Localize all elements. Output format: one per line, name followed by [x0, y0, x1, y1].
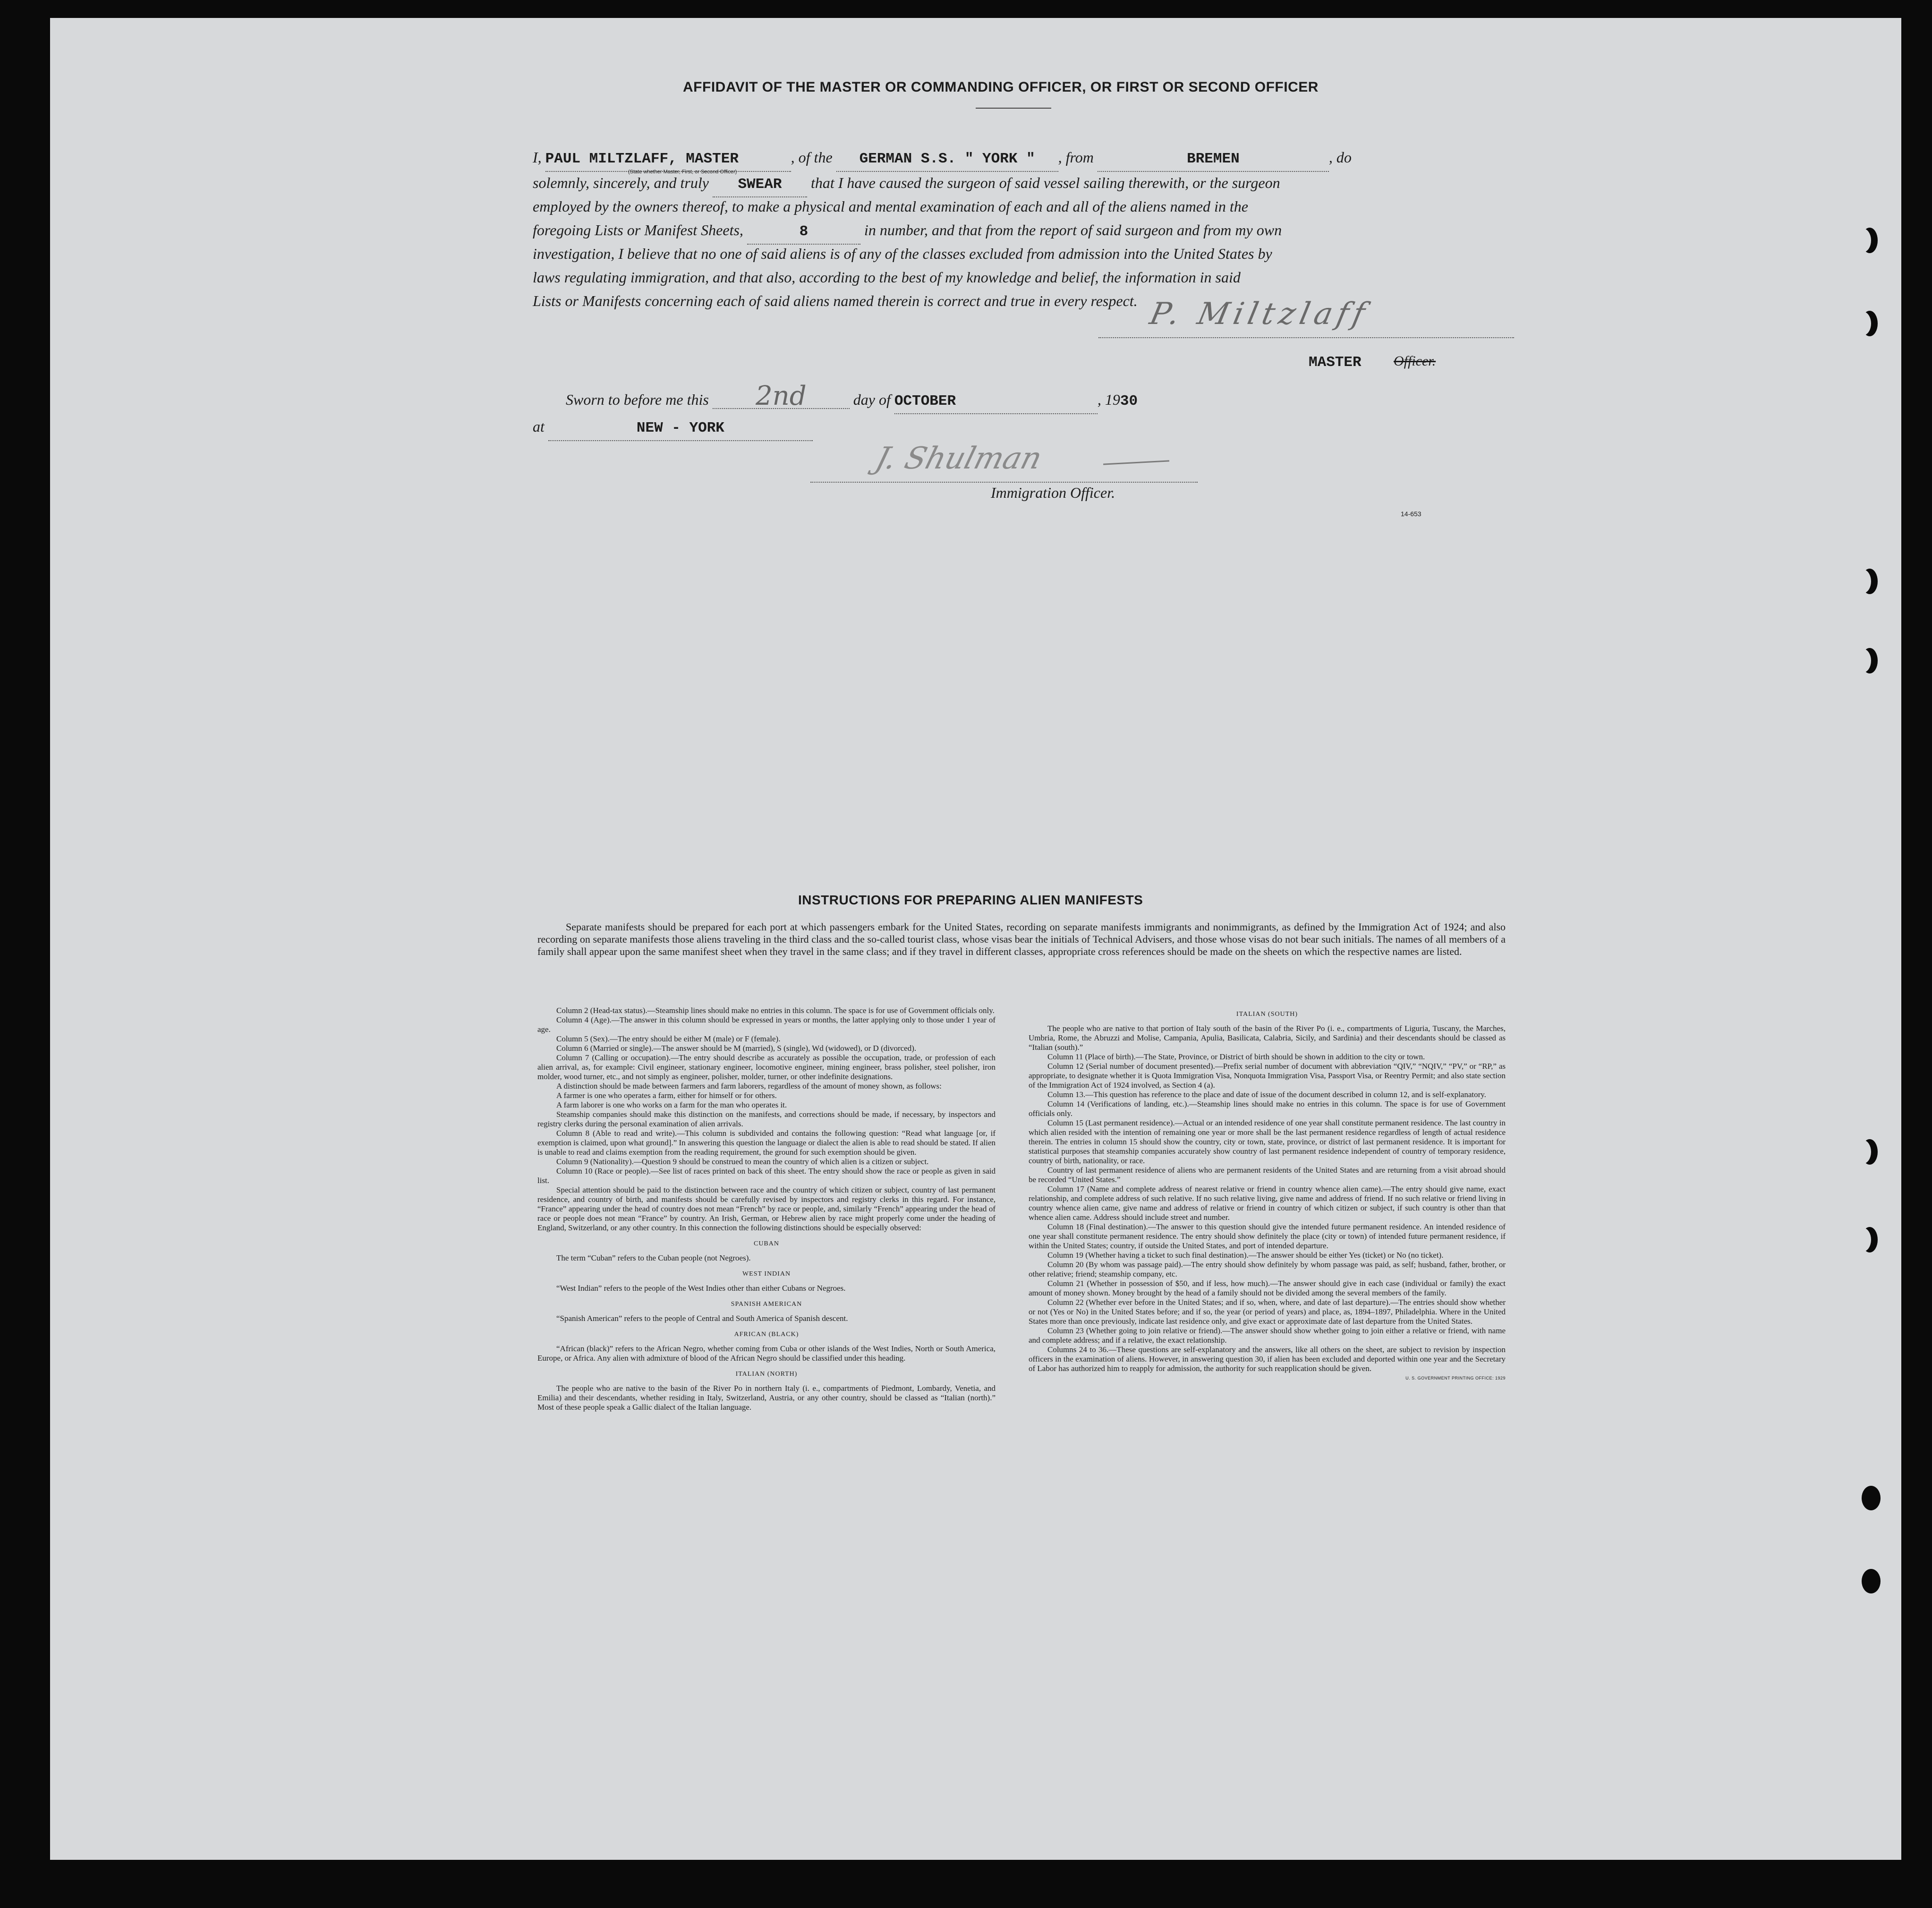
master-signature: P. Miltzlaff — [1147, 297, 1373, 332]
italian-north-heading: ITALIAN (NORTH) — [735, 1371, 798, 1378]
officer-signature: J. Shulman — [872, 441, 1046, 476]
sworn-month: OCTOBER — [894, 390, 1098, 414]
line2-a: solemnly, sincerely, and truly — [533, 174, 709, 191]
west-indian-heading: WEST INDIAN — [742, 1270, 791, 1278]
west-indian-text: “West Indian” refers to the people of the West Indies other than either Cubans or Negroes. — [556, 1284, 846, 1293]
title-rule — [976, 108, 1051, 109]
italian-south-heading: ITALIAN (SOUTH) — [1236, 1011, 1298, 1018]
african-heading: AFRICAN (BLACK) — [734, 1331, 799, 1338]
year-prefix: , 19 — [1097, 391, 1120, 408]
binder-hole-icon — [1862, 1139, 1878, 1165]
line4-a: foregoing Lists or Manifest Sheets, — [533, 221, 743, 238]
binder-hole-icon — [1862, 569, 1878, 594]
spanish-american-heading: SPANISH AMERICAN — [731, 1301, 802, 1308]
sheet-count: 8 — [747, 220, 860, 245]
left-para: Special attention should be paid to the distinction between race and the country of which citizen or subject, country of last permanent residence, and country of birth, and manifests should be carefully revised by inspectors and registry clerks in this regard. For instance, “France” appearing under the head of country does not mean “French” by race or people, and, similarly “French” appearing under the head of race or people does not mean “France” by country. An Irish, German, or Hebrew alien by race might properly come under the heading of England, Switzerland, or any other country. In this connection the following distinctions should be especially observed: — [537, 1185, 996, 1232]
master-name: PAUL MILTZLAFF, MASTER — [545, 147, 791, 172]
right-column — [1029, 1010, 1506, 1383]
officer-label: Immigration Officer. — [991, 484, 1115, 501]
signature-line — [1098, 337, 1514, 338]
affidavit-line-7: Lists or Manifests concerning each of said aliens named therein is correct and true in every respect. — [533, 292, 1138, 309]
left-para: Column 5 (Sex).—The entry should be either M (male) or F (female). — [556, 1034, 781, 1043]
from-label: , from — [1058, 149, 1094, 166]
cuban-text: The term “Cuban” refers to the Cuban people (not Negroes). — [556, 1253, 751, 1262]
left-para: A farm laborer is one who works on a farm for the man who operates it. — [556, 1100, 787, 1109]
left-para: Column 9 (Nationality).—Question 9 should be construed to mean the country of which alien is a citizen or subject. — [556, 1157, 929, 1166]
cuban-heading: CUBAN — [753, 1240, 779, 1247]
oath-word: SWEAR — [713, 173, 807, 197]
right-para: Column 17 (Name and complete address of nearest relative or friend in country whence alien came).—The entry should give name, exact relationship, and complete address of such relative. If no such relative living, give name and address of friend. If no such relative or friend living in country whence alien came, give name and address of relative or friend in country of which citizen or subject, if such country is other than that whence alien came. Address should include street and number. — [1029, 1184, 1506, 1222]
rank-note: (State whether Master, First, or Second Officer) — [628, 169, 737, 175]
italian-north-text: The people who are native to the basin of the River Po in northern Italy (i. e., compartments of Piedmont, Lombardy, Venetia, and Emilia) and their descendants, whether residing in Italy, Switzerland, Austria, or any other country, should be classed as “Italian (north).” Most of these people speak a Gallic dialect of the Italian language. — [537, 1384, 996, 1412]
line2-b: that I have caused the surgeon of said vessel sailing therewith, or the surgeon — [810, 174, 1280, 191]
intro-i: I, — [533, 149, 542, 166]
binder-hole-icon — [1862, 1227, 1878, 1252]
at-label: at — [533, 418, 545, 435]
binder-hole-icon — [1862, 228, 1878, 253]
spanish-american-text: “Spanish American” refers to the people of Central and South America of Spanish descent. — [556, 1314, 848, 1323]
vessel-name: GERMAN S.S. " YORK " — [836, 147, 1058, 172]
right-para: Column 13.—This question has reference to the place and date of issue of the document described in column 12, and is self-explanatory. — [1047, 1090, 1486, 1099]
right-para: Column 11 (Place of birth).—The State, Province, or District of birth should be shown in addition to the city or town. — [1047, 1052, 1425, 1061]
right-para: Column 22 (Whether ever before in the United States; and if so, when, where, and date of last departure).—The entries should show whether or not (Yes or No) in the United States before; and if so, the year (or period of years) and place, as, 1894–1897, Philadelphia. Where in the United States more than once previously, indicate last residence only, and give exact or approximate date of last departure from the United States. — [1029, 1298, 1506, 1326]
affidavit-line-3: employed by the owners thereof, to make a physical and mental examination of each and all of the aliens named in the — [533, 198, 1248, 215]
right-para: Column 12 (Serial number of document presented).—Prefix serial number of document with abbreviation “QIV,” “NQIV,” “PV,” or “RP,” as appropriate, to designate whether it is Quota Immigration Visa, Nonquota Immigration Visa, Passport Visa, or Reentry Permit; and also state section of the Immigration Act of 1924 involved, as Section 4 (a). — [1029, 1062, 1506, 1090]
right-para: Column 21 (Whether in possession of $50, and if less, how much).—The answer should give in each case (individual or family) the exact amount of money shown. Money brought by the head of a family should not be divided among the several members of the family. — [1029, 1279, 1506, 1297]
left-column — [537, 1006, 996, 1412]
binder-hole-icon — [1862, 648, 1878, 673]
form-number: 14-653 — [1401, 510, 1421, 518]
sworn-b: day of — [853, 391, 891, 408]
sworn-place: NEW - YORK — [548, 417, 813, 441]
officer-flourish — [1103, 460, 1169, 465]
signer-title: MASTER — [1309, 354, 1362, 371]
sworn-day: 2nd — [713, 384, 850, 409]
document-sheet — [50, 18, 1901, 1860]
right-para: Column 19 (Whether having a ticket to such final destination).—The answer should be either Yes (ticket) or No (no ticket). — [1047, 1251, 1444, 1260]
left-para: Column 2 (Head-tax status).—Steamship lines should make no entries in this column. The space is for use of Government officials only. — [556, 1006, 995, 1015]
left-para: Steamship companies should make this distinction on the manifests, and corrections should be made, if necessary, by inspectors and registry clerks during the personal examination of alien arrivals. — [537, 1110, 996, 1128]
affidavit-line-2 — [533, 171, 1506, 197]
right-para: Column 20 (By whom was passage paid).—The entry should show definitely by whom passage was paid, as self; husband, father, brother, or other relative; friend; steamship company, etc. — [1029, 1260, 1506, 1278]
right-para: Country of last permanent residence of aliens who are permanent residents of the United States and are returning from a visit abroad should be recorded “United States.” — [1029, 1166, 1506, 1184]
instructions-intro: Separate manifests should be prepared for each port at which passengers embark for the United States, recording on separate manifests immigrants and nonimmigrants, as defined by the Immigration Act of 1924; and also recording on separate manifests those aliens traveling in the third class and the so-called tourist class, whose visas bear the initials of Technical Advisers, and those whose visas do not bear such initials. The names of all members of a family shall appear upon the same manifest sheet when they travel in the same class; and if they travel in different classes, appropriate cross references should be made on the sheets on which the respective names are listed. — [537, 921, 1506, 957]
line4-b: in number, and that from the report of said surgeon and from my own — [864, 221, 1282, 238]
left-para: Column 7 (Calling or occupation).—The entry should describe as accurately as possible the occupation, trade, or profession of each alien arrival, as, for example: Civil engineer, stationary engineer, locomotive engineer, mining engineer, brass polisher, steel polisher, iron molder, wood turner, etc., and not simply as engineer, polisher, molder, turner, or other indefinite designations. — [537, 1053, 996, 1081]
left-para: A distinction should be made between farmers and farm laborers, regardless of the amount of money shown, as follows: — [556, 1082, 942, 1090]
right-para: The people who are native to that portion of Italy south of the basin of the River Po (i. e., compartments of Liguria, Tuscany, the Marches, Umbria, Rome, the Abruzzi and Molise, Campania, Apulia, Basilicata, Calabria, Sicily, and Sardinia) and their descendants should be classed as “Italian (south).” — [1029, 1024, 1506, 1052]
left-para: Column 10 (Race or people).—See list of races printed on back of this sheet. The entry should show the race or people as given in said list. — [537, 1167, 996, 1185]
right-para: Column 15 (Last permanent residence).—Actual or an intended residence of one year shall constitute permanent residence. The last country in which alien resided with the intention of remaining one year or more shall be the last permanent residence regardless of length of actual residence therein. The entries in column 15 should show the country, city or town, state, province, or district of last permanent residence. It is important for statistical purposes that steamship companies accurately show country of last permanent residence independent of country of temporary residence, country of birth, nationality, or race. — [1029, 1118, 1506, 1165]
right-para: Columns 24 to 36.—These questions are self-explanatory and the answers, like all others on the sheet, are subject to revision by inspection officers in the examination of aliens. However, in answering question 30, if alien has been excluded and deported within one year and the Secretary of Labor has authorized him to reapply for admission, the authority for such reapplication should be given. — [1029, 1345, 1506, 1373]
do-label: , do — [1328, 149, 1352, 166]
left-para: Column 4 (Age).—The answer in this column should be expressed in years or months, the latter applying only to those under 1 year of age. — [537, 1015, 996, 1034]
signer-struck: Officer. — [1394, 353, 1436, 369]
left-para: Column 6 (Married or single).—The answer should be M (married), S (single), Wd (widowed), or D (divorced). — [556, 1044, 917, 1053]
printer-line: U. S. GOVERNMENT PRINTING OFFICE: 1929 — [1405, 1376, 1506, 1380]
at-line — [533, 415, 813, 441]
port-name: BREMEN — [1098, 147, 1329, 172]
right-para: Column 14 (Verifications of landing, etc.).—Steamship lines should make no entries in this column. The space is for use of Government officials only. — [1029, 1099, 1506, 1118]
african-text: “African (black)” refers to the African Negro, whether coming from Cuba or other islands of the West Indies, North or South America, Europe, or Africa. Any alien with admixture of blood of the African Negro should be classified under this heading. — [537, 1344, 996, 1363]
affidavit-line-1 — [533, 145, 1506, 172]
affidavit-line-4 — [533, 218, 1506, 245]
sworn-line — [566, 381, 1138, 414]
sworn-a: Sworn to before me this — [566, 391, 709, 408]
instructions-title: INSTRUCTIONS FOR PREPARING ALIEN MANIFESTS — [798, 893, 1143, 907]
left-para: A farmer is one who operates a farm, either for himself or for others. — [556, 1091, 777, 1100]
binder-hole-icon — [1862, 1486, 1881, 1510]
affidavit-line-6: laws regulating immigration, and that also, according to the best of my knowledge and belief, the information in said — [533, 269, 1241, 286]
left-para: Column 8 (Able to read and write).—This column is subdivided and contains the following question: “Read what language [or, if exemption is claimed, upon what ground].” In answering this question the language or dialect the alien is able to read should be stated. If alien is unable to read and claims exemption from the reading requirement, the ground for such exemption should be given. — [537, 1129, 996, 1157]
binder-hole-icon — [1862, 311, 1878, 336]
binder-hole-icon — [1862, 1569, 1881, 1593]
right-para: Column 23 (Whether going to join relative or friend).—The answer should show whether going to join either a relative or friend, with name and complete address; and if a relative, the exact relationship. — [1029, 1326, 1506, 1345]
affidavit-line-5: investigation, I believe that no one of said aliens is of any of the classes excluded from admission into the United States by — [533, 245, 1272, 262]
of-the: , of the — [791, 149, 833, 166]
sworn-year: 30 — [1120, 393, 1138, 409]
right-para: Column 18 (Final destination).—The answer to this question should give the intended future permanent residence. An intended residence of one year shall constitute permanent residence. The entry should show definitely the place (city or town) of intended future permanent residence, if within the United States; country, if outside the United States, and port of intended departure. — [1029, 1222, 1506, 1250]
affidavit-title: AFFIDAVIT OF THE MASTER OR COMMANDING OFFICER, OR FIRST OR SECOND OFFICER — [683, 79, 1319, 95]
